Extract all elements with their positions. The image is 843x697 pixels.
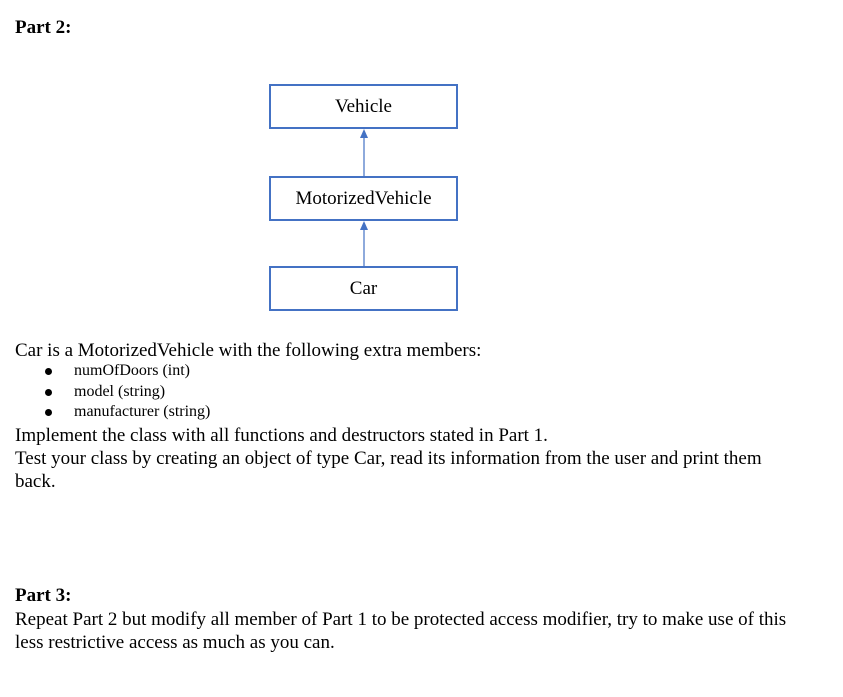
part3-text: Repeat Part 2 but modify all member of Part 1 to be protected access modifier, try to make use of this less restrictive access as much as you can.: [15, 609, 787, 653]
class-label-motorized-vehicle: MotorizedVehicle: [295, 187, 432, 209]
list-item: [36, 382, 210, 403]
member-label: model (string): [74, 382, 166, 400]
part3-heading: Part 3:: [15, 585, 72, 606]
member-label: manufacturer (string): [74, 403, 211, 420]
arrowhead-motorized: [360, 221, 368, 230]
list-item: [36, 361, 210, 382]
bullet-icon: [45, 389, 52, 396]
member-list: [36, 361, 210, 423]
class-label-vehicle: Vehicle: [335, 95, 392, 117]
bullet-icon: [45, 409, 52, 416]
car-intro-text: Car is a MotorizedVehicle with the following extra members:: [15, 340, 482, 361]
part2-heading: Part 2:: [15, 17, 72, 38]
member-label: numOfDoors (int): [74, 362, 190, 379]
list-item: [36, 402, 210, 423]
implement-text: Implement the class with all functions and destructors stated in Part 1.: [15, 425, 548, 446]
test-text: Test your class by creating an object of type Car, read its information from the user and print them back.: [15, 448, 762, 492]
class-label-car: Car: [349, 277, 378, 299]
class-box-motorized-vehicle: [269, 176, 458, 221]
class-box-vehicle: [269, 84, 458, 129]
bullet-icon: [45, 368, 52, 375]
arrowhead-vehicle: [360, 129, 368, 138]
class-box-car: [269, 266, 458, 311]
